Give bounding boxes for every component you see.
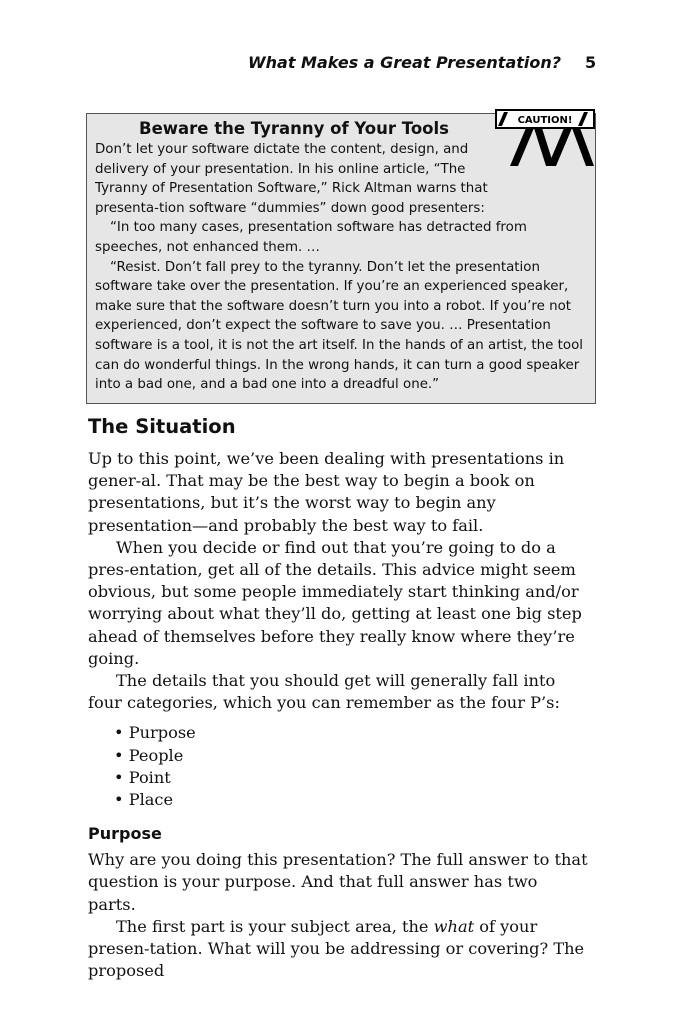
four-ps-list — [88, 722, 588, 811]
sidebar-quote: “In too many cases, presentation software has detracted from speeches, not enhanced them. … — [95, 220, 527, 255]
paragraph — [88, 916, 588, 983]
emphasis: what — [433, 916, 475, 936]
page-number: 5 — [585, 53, 597, 72]
sidebar-quote: “Resist. Don’t fall prey to the tyranny. Don’t let the presentation software take over the presentation. If you’re an experienced speaker, make sure that the software doesn’t turn you into a robot. If you’re not experienced, don’t expect the software to save you. … Presentation software is a tool, it is not the art itself. In the hands of an artist, the tool can do wonderful things. In the wrong hands, it can turn a good speaker into a bad one, and a bad one into a dreadful one.” — [95, 259, 583, 393]
paragraph: Why are you doing this presentation? The full answer to that question is your purpose. And that full answer has two parts. — [88, 850, 588, 914]
text: of your presen-tation. What will you be addressing or covering? The proposed — [88, 916, 585, 981]
text: The first part is your subject area, the — [116, 916, 434, 936]
section-heading: The Situation — [88, 415, 236, 438]
caution-sign-icon — [494, 108, 596, 168]
list-item: • People — [126, 745, 588, 767]
running-header: What Makes a Great Presentation? — [248, 53, 562, 72]
list-item: • Purpose — [126, 722, 588, 744]
paragraph: When you decide or find out that you’re going to do a pres-entation, get all of the details. This advice might seem obvious, but some people immediately start thinking and/or worrying about what they’ll do, getting at least one big step ahead of themselves before they really know where they’re going. — [88, 537, 582, 668]
sidebar-paragraph: Don’t let your software dictate the content, design, and delivery of your presentation. In his online article, “The Tyranny of Presentation Software,” Rick Altman warns that presenta-tion software “dummies” down good presenters: — [95, 142, 488, 216]
subsection-heading: Purpose — [88, 824, 162, 844]
list-item: • Point — [126, 767, 588, 789]
sidebar-title: Beware the Tyranny of Your Tools — [139, 119, 449, 138]
main-text — [88, 414, 588, 982]
list-item: • Place — [126, 789, 588, 811]
caution-label: CAUTION! — [517, 115, 573, 126]
paragraph: The details that you should get will generally fall into four categories, which you can remember as the four P’s: — [88, 671, 560, 713]
paragraph: Up to this point, we’ve been dealing with presentations in gener-al. That may be the best way to begin a book on presentations, but it’s the worst way to begin any presentation—and probably the best way to fail. — [88, 449, 565, 535]
